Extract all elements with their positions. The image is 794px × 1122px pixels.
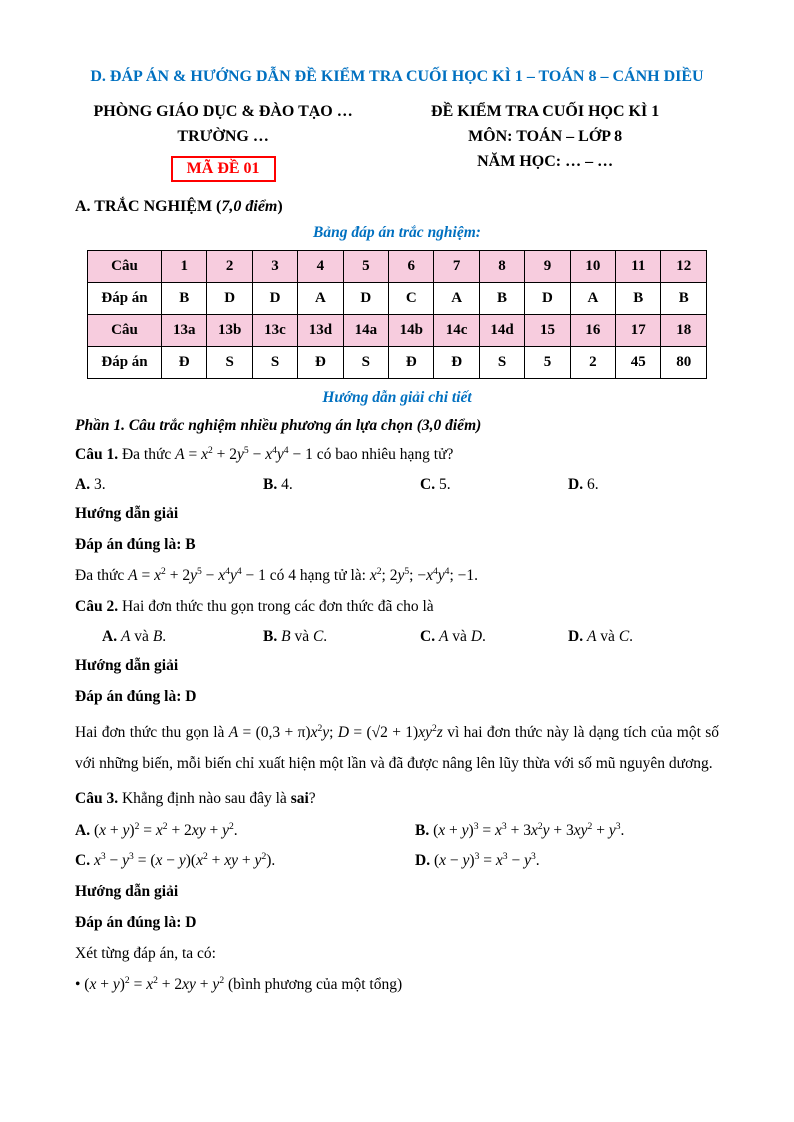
q2-option-a: A. A và B. <box>102 627 167 645</box>
answer-table-cell: Đ <box>162 347 207 379</box>
exam-header <box>75 96 719 182</box>
answer-table-cell: C <box>389 283 434 315</box>
answer-table-cell: 80 <box>661 347 707 379</box>
q1-options <box>75 476 719 494</box>
answer-table-cell: 14d <box>479 315 524 347</box>
answer-table-cell: S <box>479 347 524 379</box>
answer-table-cell: 12 <box>661 251 707 283</box>
q3-options-row-2 <box>75 852 719 870</box>
school-line: TRƯỜNG … <box>177 128 269 145</box>
answer-table-cell: 5 <box>343 251 388 283</box>
question-number-row <box>88 251 707 283</box>
q2-question: Câu 2. Hai đơn thức thu gọn trong các đơn thức đã cho là <box>75 597 434 615</box>
answer-table-cell: 45 <box>616 347 661 379</box>
answer-table-cell: 6 <box>389 251 434 283</box>
answer-table-cell: D <box>343 283 388 315</box>
answer-table-cell: 14c <box>434 315 479 347</box>
q1-question: Câu 1. Đa thức $A = x^2 + 2y^5 - x^4y^4 - 1$ có bao nhiêu hạng tử? <box>75 444 454 463</box>
question-number-row <box>88 315 707 347</box>
q3-correct-answer: Đáp án đúng là: D <box>75 914 197 932</box>
answer-table-cell: S <box>343 347 388 379</box>
q3-guide-heading: Hướng dẫn giải <box>75 883 179 901</box>
answer-table-cell: 7 <box>434 251 479 283</box>
q2-explanation: Hai đơn thức thu gọn là $A = (0,3 + \pi)x^2y$; $D = (√2 + 1)xy^2z$ vì hai đơn thức này là dạng tích của một số với những biến, mỗi biến chỉ xuất hiện một lần và đã được nâng lên lũy thừa với số mũ nguyên dương. <box>75 723 719 773</box>
answer-table-cell: Đ <box>298 347 343 379</box>
exam-title-line: ĐỀ KIỂM TRA CUỐI HỌC KÌ 1 <box>431 103 660 120</box>
answer-table-cell: 13d <box>298 315 343 347</box>
answer-table-cell: 15 <box>525 315 570 347</box>
answer-table-cell: 14b <box>389 315 434 347</box>
answer-table-cell: 5 <box>525 347 570 379</box>
answer-table-cell: 4 <box>298 251 343 283</box>
answer-table-caption: Bảng đáp án trắc nghiệm: <box>313 224 481 241</box>
answer-table-cell: 13c <box>252 315 297 347</box>
q1-option-d: D. 6. <box>568 475 599 493</box>
q2-option-d: D. A và C. <box>568 627 634 645</box>
q1-option-a: A. 3. <box>75 475 106 493</box>
answer-table-cell: 17 <box>616 315 661 347</box>
answer-table-cell: A <box>570 283 615 315</box>
document-title: D. ĐÁP ÁN & HƯỚNG DẪN ĐỀ KIỂM TRA CUỐI HỌC KÌ 1 – TOÁN 8 – CÁNH DIỀU <box>90 68 704 85</box>
q3-question: Câu 3. Khẳng định nào sau đây là sai? <box>75 790 316 808</box>
answer-table-cell: Đáp án <box>88 283 162 315</box>
answer-row <box>88 283 707 315</box>
answer-table-cell: D <box>207 283 252 315</box>
q1-correct-answer: Đáp án đúng là: B <box>75 535 196 553</box>
q2-options <box>75 628 719 646</box>
q1-explanation: Đa thức $A = x^2 + 2y^5 - x^4y^4 - 1$ có 4 hạng tử là: $x^2$; $2y^5$; $-x^4y^4$; −1. <box>75 565 479 584</box>
answer-table-cell: 2 <box>570 347 615 379</box>
q2-option-b: B. B và C. <box>263 627 328 645</box>
part1-heading: Phần 1. Câu trắc nghiệm nhiều phương án lựa chọn (3,0 điểm) <box>75 417 482 434</box>
q3-option-c: C. $x^3 - y^3 = (x - y)(x^2$ + xy + $y^2$). <box>75 851 276 870</box>
answer-table-cell: 18 <box>661 315 707 347</box>
answer-table-cell: S <box>252 347 297 379</box>
q1-option-c: C. 5. <box>420 475 451 493</box>
answer-row <box>88 347 707 379</box>
exam-header-left <box>75 96 371 182</box>
answer-table-cell: 14a <box>343 315 388 347</box>
answer-table-cell: A <box>434 283 479 315</box>
answer-table-cell: Câu <box>88 315 162 347</box>
answer-table-cell: B <box>616 283 661 315</box>
answer-table-cell: A <box>298 283 343 315</box>
q3-option-a: A. $(x + y)^2 = x^2 + 2xy + y^2$. <box>75 821 238 840</box>
q3-analysis-intro: Xét từng đáp án, ta có: <box>75 945 216 963</box>
detailed-guide-title: Hướng dẫn giải chi tiết <box>322 389 472 406</box>
answer-table-cell: S <box>207 347 252 379</box>
q2-option-c: C. A và D. <box>420 627 486 645</box>
answer-table-cell: 8 <box>479 251 524 283</box>
answer-table-cell: Đ <box>389 347 434 379</box>
q1-option-b: B. 4. <box>263 475 293 493</box>
answer-table-cell: B <box>661 283 707 315</box>
answer-table-cell: 13a <box>162 315 207 347</box>
answer-table-cell: D <box>252 283 297 315</box>
exam-code-badge: MÃ ĐỀ 01 <box>171 156 276 182</box>
answer-table-cell: B <box>479 283 524 315</box>
answer-table-cell: 10 <box>570 251 615 283</box>
answer-table-cell: Đáp án <box>88 347 162 379</box>
answer-table-cell: 9 <box>525 251 570 283</box>
answer-table-cell: 3 <box>252 251 297 283</box>
department-line: PHÒNG GIÁO DỤC & ĐÀO TẠO … <box>93 103 353 120</box>
answer-table-cell: Đ <box>434 347 479 379</box>
q3-options-row-1 <box>75 822 719 840</box>
answer-table-cell: 11 <box>616 251 661 283</box>
q3-bullet-line: • $(x + y)^2 = x^2 + 2xy + y^2$ (bình phương của một tổng) <box>75 974 403 994</box>
q3-option-b: B. $(x + y)^3 = x^3 + 3x^2y + 3xy^2 + y^3$. <box>415 821 625 840</box>
answer-table-cell: Câu <box>88 251 162 283</box>
subject-line: MÔN: TOÁN – LỚP 8 <box>468 128 623 145</box>
section-a-heading: A. TRẮC NGHIỆM (7,0 điểm) <box>75 198 283 215</box>
answer-table-cell: 16 <box>570 315 615 347</box>
answer-table-cell: B <box>162 283 207 315</box>
answer-table-cell: 1 <box>162 251 207 283</box>
answer-table-cell: D <box>525 283 570 315</box>
answer-table <box>87 250 707 379</box>
answer-table-cell: 13b <box>207 315 252 347</box>
school-year-line: NĂM HỌC: … – … <box>477 153 614 170</box>
exam-header-right <box>371 96 719 182</box>
answer-table-cell: 2 <box>207 251 252 283</box>
q2-correct-answer: Đáp án đúng là: D <box>75 687 197 705</box>
q3-option-d: D. $(x - y)^3 = x^3 - y^3$. <box>415 851 540 870</box>
q1-guide-heading: Hướng dẫn giải <box>75 504 179 522</box>
q2-guide-heading: Hướng dẫn giải <box>75 656 179 674</box>
